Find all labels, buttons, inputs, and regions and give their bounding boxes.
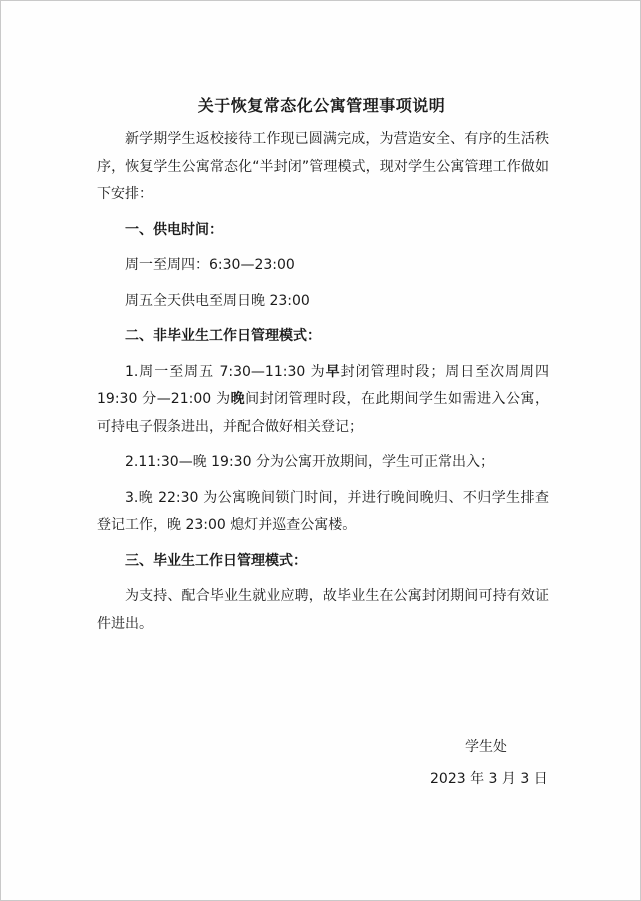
signature-office: 学生处 (465, 739, 507, 755)
document-title: 关于恢复常态化公寓管理事项说明 (197, 96, 446, 115)
item-1-part-e: 间封闭管理时段，在此期间学生如需进入公寓，可持电子假条进出，并配合做好相关登记； (97, 391, 550, 435)
item-1-emphasis-evening: 晚 (230, 391, 246, 407)
intro-paragraph: 新学期学生返校接待工作现已圆满完成，为营造安全、有序的生活秩序，恢复学生公寓常态化“半封闭”管理模式，现对学生公寓管理工作做如下安排： (97, 131, 549, 202)
power-schedule-weekend: 周五全天供电至周日晚 23:00 (125, 292, 310, 309)
document-body (97, 126, 549, 646)
item-1-part-a: 1.周一至周五 7:30—11:30 为 (125, 363, 326, 380)
section-3-text: 为支持、配合毕业生就业应聘，故毕业生在公寓封闭期间可持有效证件进出。 (97, 588, 549, 632)
power-schedule-weekday: 周一至周四：6:30—23:00 (125, 257, 295, 273)
signature-date: 2023 年 3 月 3 日 (430, 771, 548, 787)
section-2-item-1 (97, 359, 549, 442)
section-2-heading: 二、非毕业生工作日管理模式： (125, 328, 321, 344)
section-3-heading: 三、毕业生工作日管理模式： (125, 552, 307, 569)
section-2-item-3: 3.晚 22:30 为公寓晚间锁门时间，并进行晚间晚归、不归学生排查登记工作，晚 23:00 熄灯并巡查公寓楼。 (97, 489, 549, 533)
section-2-item-2: 2.11:30—晚 19:30 分为公寓开放期间，学生可正常出入； (125, 454, 494, 470)
item-1-emphasis-early: 早 (325, 363, 341, 380)
section-1-heading: 一、供电时间： (125, 221, 223, 238)
item-1-part-c: 封闭管理时段；周日至次周周四 19:30 分—21:00 为 (97, 363, 550, 407)
